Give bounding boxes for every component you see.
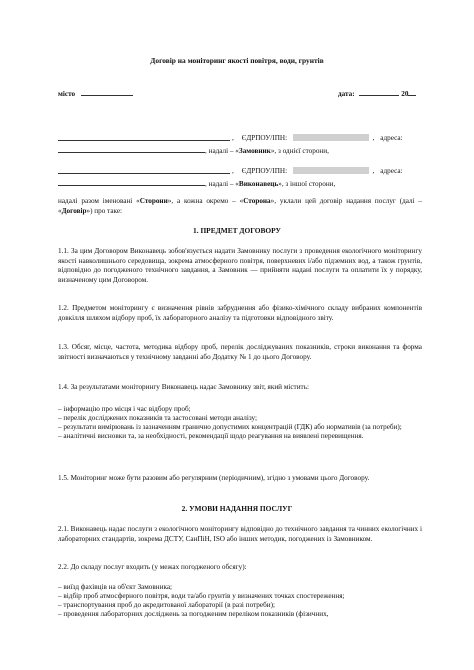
list-item: – інформацію про місця і час відбору проб; (58, 405, 191, 413)
party1-address-label: адреса: (380, 134, 403, 142)
clause-2-2: 2.2. До складу послуг входить (у межах погодженого обсягу): (58, 563, 247, 571)
party1-role-line: , надалі – «Замовник», з однієї сторони, (58, 146, 329, 156)
list-item: – транспортування проб до акредитованої лабораторії (в разі потреби); (58, 600, 275, 609)
intro-paragraph: надалі разом іменовані «Сторони», а кожна окремо – «Сторона», уклали цей договір надання послуг (далі – «Договір») про таке: (58, 197, 422, 215)
list-item: – перелік досліджених показників та застосовані методи аналізу; (58, 413, 258, 422)
party2-code-label: ЄДРПОУ/ІПН: (241, 167, 288, 175)
clause-2-1: 2.1. Виконавець надає послуги з екологічного моніторингу відповідно до технічного завдання та чинних екологічних і лабораторних стандартів, зокрема ДСТУ, СанПіН, ISO або інших методик, погоджених із Замовником. (58, 525, 422, 543)
clause-1-5: 1.5. Моніторинг може бути разовим або регулярним (періодичним), згідно з умовами цього Договору. (58, 474, 370, 482)
party2-role-line: , надалі – «Виконавець», з іншої сторони, (58, 179, 335, 189)
list-item: – виїзд фахівців на об'єкт Замовника; (58, 583, 173, 591)
list-item: – аналітичні висновки та, за необхідності, рекомендації щодо реагування на виявлені перевищення. (58, 431, 364, 440)
section1-heading: 1. ПРЕДМЕТ ДОГОВОРУ (193, 226, 281, 235)
party2-address-label: адреса: (380, 167, 403, 175)
party2-code-line: , ЄДРПОУ/ІПН: , адреса: (232, 167, 403, 175)
city-field[interactable] (81, 89, 133, 96)
party2-role: Виконавець (238, 180, 279, 188)
date-field[interactable] (359, 89, 399, 96)
party1-address-field[interactable] (58, 146, 205, 153)
party1-code-field[interactable] (293, 134, 369, 141)
party2-code-field[interactable] (293, 167, 369, 174)
party1-name-field[interactable] (58, 140, 230, 141)
clause-1-1: 1.1. За цим Договором Виконавець зобов'язується надати Замовнику послуги з проведення екологічного моніторингу якості навколишнього середовища, зокрема атмосферного повітря, поверхневих і/або підземних вод, а також грунтів, відповідно до погодженого технічного завдання, а Замовник — прийняти надані послуги та оплатити їх у порядку, визначеному цим Договором. (58, 247, 422, 284)
year-field[interactable] (408, 89, 416, 96)
section2-heading: 2. УМОВИ НАДАННЯ ПОСЛУГ (181, 504, 293, 513)
city-line (58, 89, 133, 99)
party1-code-label: ЄДРПОУ/ІПН: (241, 134, 288, 142)
services-list (58, 583, 422, 619)
year-prefix: 20 (401, 90, 409, 98)
party1-role: Замовник (238, 147, 271, 155)
list-item: – результати вимірювань із зазначенням гранично допустимих концентрацій (ГДК) або нормативів (за потреби); (58, 422, 402, 431)
clause-1-4: 1.4. За результатами моніторингу Виконавець надає Замовнику звіт, який містить: (58, 383, 309, 391)
city-label: місто (58, 90, 76, 98)
clause-1-3: 1.3. Обсяг, місце, частота, методика відбору проб, перелік досліджуваних показників, строки виконання та форма звітності визначаються у технічному завданні або Додатку № 1 до цього Договору. (58, 343, 422, 361)
list-item: – відбір проб атмосферного повітря, води та/або грунтів у визначених точках спостереження; (58, 591, 345, 600)
party2-name-field[interactable] (58, 173, 230, 174)
clause-1-2: 1.2. Предметом моніторингу є визначення рівнів забруднення або фізико-хімічного складу вибраних компонентів довкілля шляхом відбору проб, їх лабораторного аналізу та підготовки відповідного звіту. (58, 304, 422, 322)
report-contents-list (58, 405, 422, 441)
party1-code-line: , ЄДРПОУ/ІПН: , адреса: (232, 134, 403, 142)
list-item: – проведення лабораторних досліджень за погодженим переліком показників (фізичних, (58, 609, 329, 618)
party2-address-field[interactable] (58, 179, 205, 186)
date-label: дата: (338, 90, 355, 98)
date-line (338, 89, 416, 99)
document-title: Договір на моніторинг якості повітря, води, грунтів (150, 56, 324, 65)
